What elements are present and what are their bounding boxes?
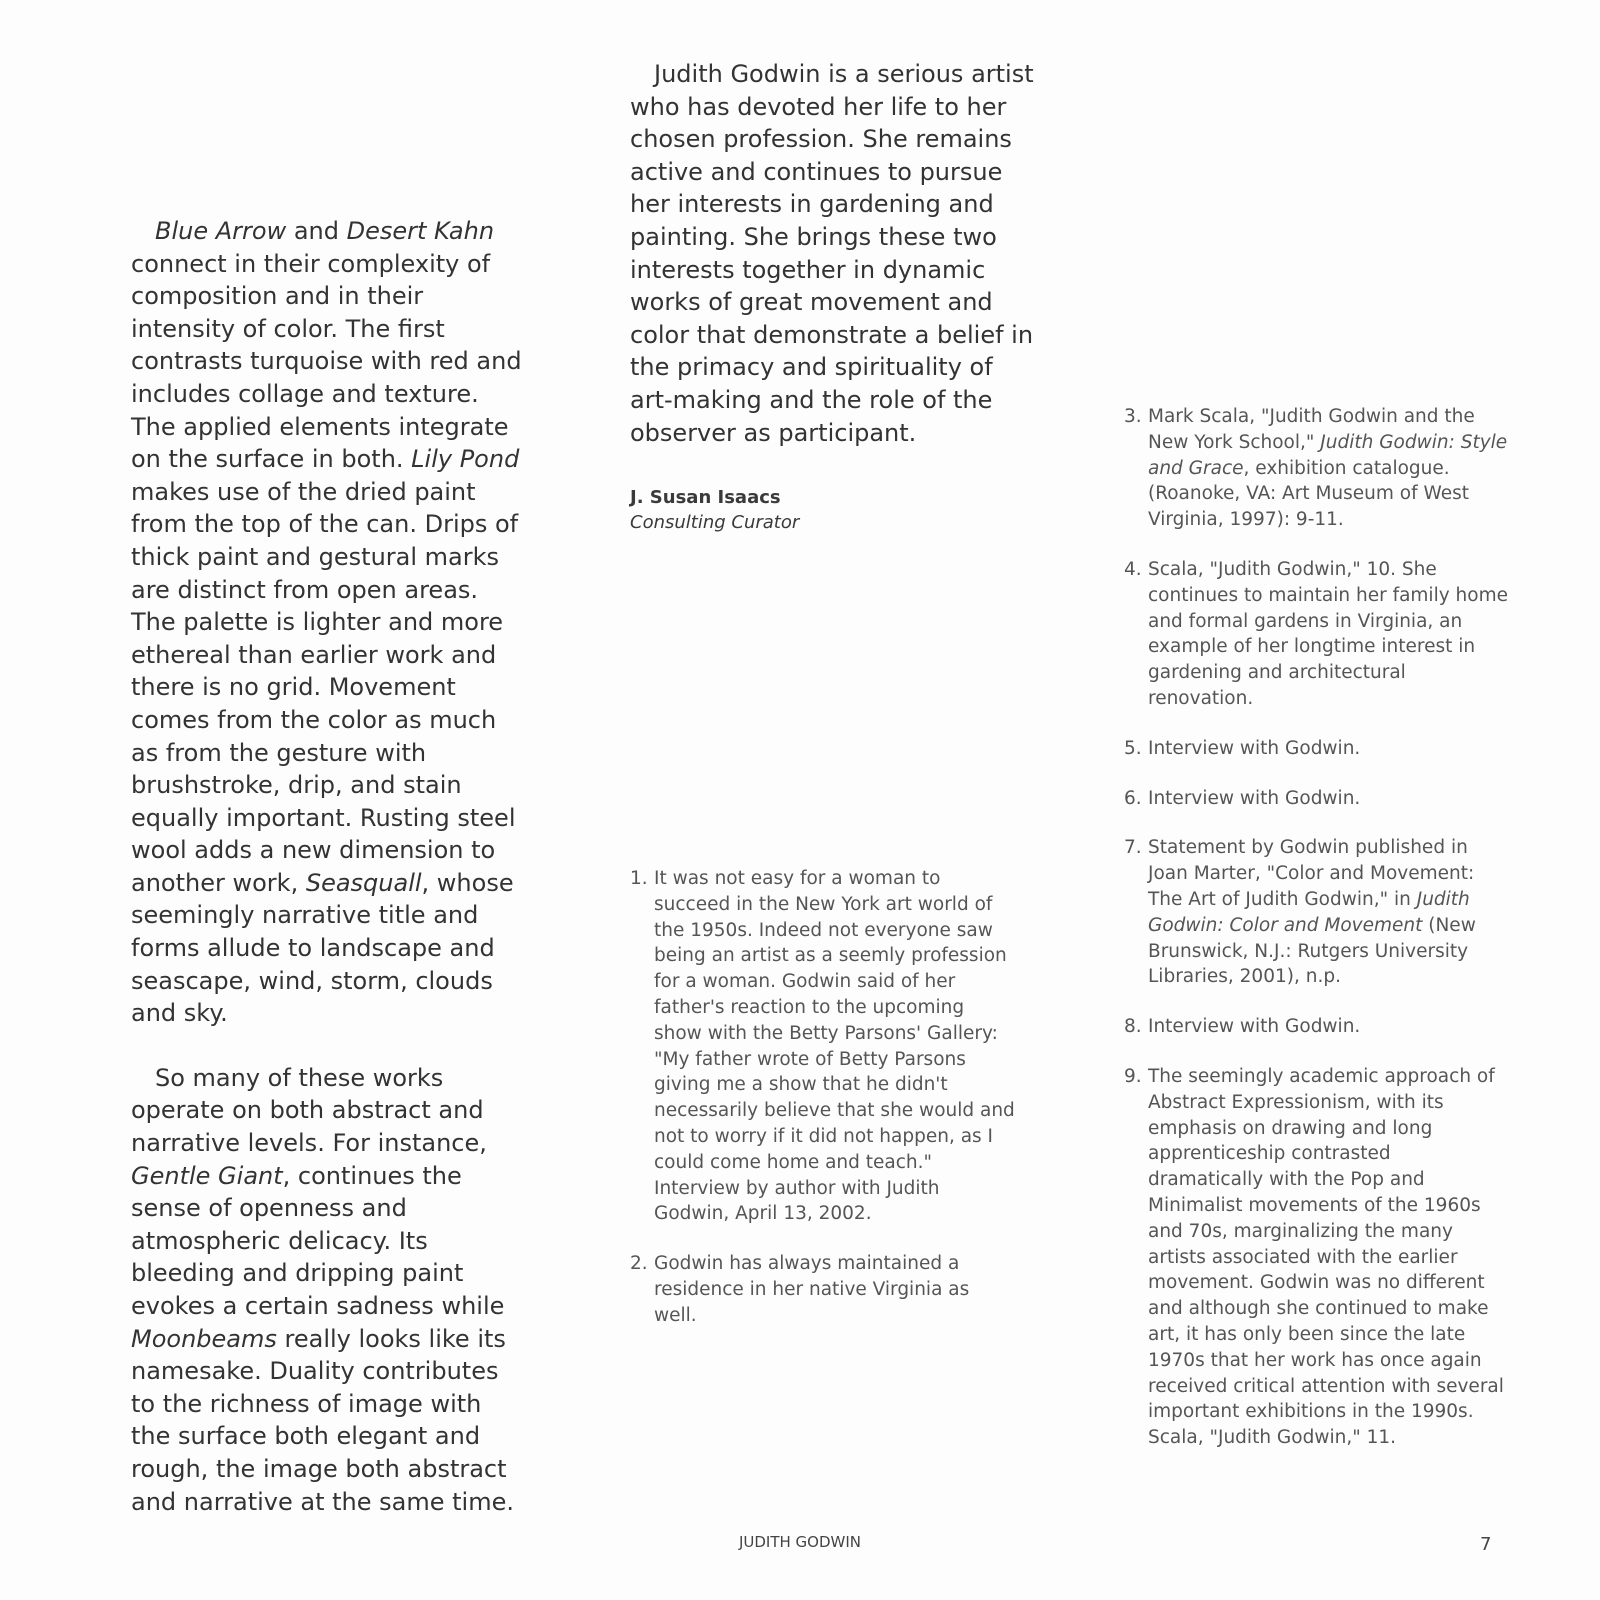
- artwork-title: Seasquall: [305, 868, 422, 897]
- footnote-number: 5.: [1124, 737, 1142, 759]
- left-column: [131, 215, 526, 1518]
- publication-title: Judith Godwin: Color and Movement: [1148, 888, 1470, 936]
- page-number: 7: [1480, 1534, 1492, 1555]
- left-paragraph-1: Blue Arrow and Desert Kahn connect in their complexity of composition and in their intensity of color. The first contrasts turquoise with red and includes collage and texture. The applied elements integrate on the surface in both. Lily Pond makes use of the dried paint from the top of the can. Drips of thick paint and gestural marks are distinct from open areas. The palette is lighter and more ethereal than earlier work and there is no grid. Movement comes from the color as much as from the gesture with brushstroke, drip, and stain equally important. Rusting steel wool adds a new dimension to another work, Seasquall, whose seemingly narrative title and forms allude to landscape and seascape, wind, storm, clouds and sky.: [131, 217, 522, 1028]
- footnote-number: 7.: [1124, 837, 1142, 859]
- publication-title: Judith Godwin: Style and Grace: [1148, 431, 1508, 479]
- footnote: [630, 1251, 1015, 1328]
- footnote-number: 2.: [630, 1253, 648, 1275]
- artwork-title: Moonbeams: [131, 1324, 277, 1353]
- footnote: [1124, 736, 1509, 762]
- middle-notes: [630, 866, 1015, 1353]
- author-title: Consulting Curator: [630, 512, 800, 534]
- footnote: [1124, 404, 1509, 533]
- artwork-title: Gentle Giant: [131, 1161, 283, 1190]
- footnote-text: Scala, "Judith Godwin," 10. She continues to maintain her family home and formal gardens in Virginia, an example of her longtime interest in gardening and architectural renovation.: [1148, 558, 1508, 709]
- footnote-number: 8.: [1124, 1016, 1142, 1038]
- running-footer-title: JUDITH GODWIN: [738, 1533, 862, 1551]
- footnote: [1124, 1064, 1509, 1451]
- footnote-number: 9.: [1124, 1065, 1142, 1087]
- artwork-title: Desert Kahn: [346, 217, 495, 245]
- author-name: J. Susan Isaacs: [630, 487, 781, 509]
- footnote-text: Interview with Godwin.: [1148, 737, 1361, 759]
- artwork-title: Lily Pond: [411, 445, 520, 474]
- footnote: [1124, 557, 1509, 712]
- footnote: [1124, 835, 1509, 990]
- footnote-text: Statement by Godwin published in Joan Marter, "Color and Movement: The Art of Judith Godwin," in Judith Godwin: Color and Movement (New Brunswick, N.J.: Rutgers University Libraries, 2001), n.p.: [1148, 837, 1476, 988]
- footnote: [630, 866, 1015, 1227]
- footnote-text: Godwin has always maintained a residence in her native Virginia as well.: [654, 1253, 970, 1326]
- footnote: [1124, 1014, 1509, 1040]
- footnote-text: It was not easy for a woman to succeed in the New York art world of the 1950s. Indeed not everyone saw being an artist as a seemly profession for a woman. Godwin said of her father's reaction to the upcoming show with the Betty Parsons' Gallery: "My father wrote of Betty Parsons giving me a show that he didn't necessarily believe that she would and not to worry if it did not happen, as I could come home and teach." Interview by author with Judith Godwin, April 13, 2002.: [654, 868, 1015, 1225]
- right-notes: [1124, 404, 1509, 1475]
- footnote-number: 4.: [1124, 558, 1142, 580]
- left-paragraph-2: So many of these works operate on both abstract and narrative levels. For instance, Gentle Giant, continues the sense of openness and atmospheric delicacy. Its bleeding and dripping paint evokes a certain sadness while Moonbeams really looks like its namesake. Duality contributes to the richness of image with the surface both elegant and rough, the image both abstract and narrative at the same time.: [131, 1063, 514, 1516]
- footnote: [1124, 786, 1509, 812]
- footnote-number: 3.: [1124, 406, 1142, 427]
- middle-column: [630, 58, 1038, 533]
- closing-paragraph: Judith Godwin is a serious artist who has devoted her life to her chosen profession. She remains active and continues to pursue her interests in gardening and painting. She brings these two interests together in dynamic works of great movement and color that demonstrate a belief in the primacy and spirituality of art-making and the role of the observer as participant.: [630, 60, 1034, 447]
- footnote-text: Mark Scala, "Judith Godwin and the New York School," Judith Godwin: Style and Grace, exhibition catalogue. (Roanoke, VA: Art Museum of West Virginia, 1997): 9-11.: [1148, 406, 1508, 531]
- footnote-text: Interview with Godwin.: [1148, 787, 1361, 809]
- footnote-number: 6.: [1124, 787, 1142, 809]
- signature-block: [630, 487, 1038, 533]
- footnote-text: Interview with Godwin.: [1148, 1016, 1361, 1038]
- footnote-text: The seemingly academic approach of Abstract Expressionism, with its emphasis on drawing and long apprenticeship contrasted dramatically with the Pop and Minimalist movements of the 1960s and 70s, marginalizing the many artists associated with the earlier movement. Godwin was no different and although she continued to make art, it has only been since the late 1970s that her work has once again received critical attention with several important exhibitions in the 1990s. Scala, "Judith Godwin," 11.: [1148, 1065, 1504, 1449]
- footnote-number: 1.: [630, 868, 648, 889]
- artwork-title: Blue Arrow: [155, 217, 287, 245]
